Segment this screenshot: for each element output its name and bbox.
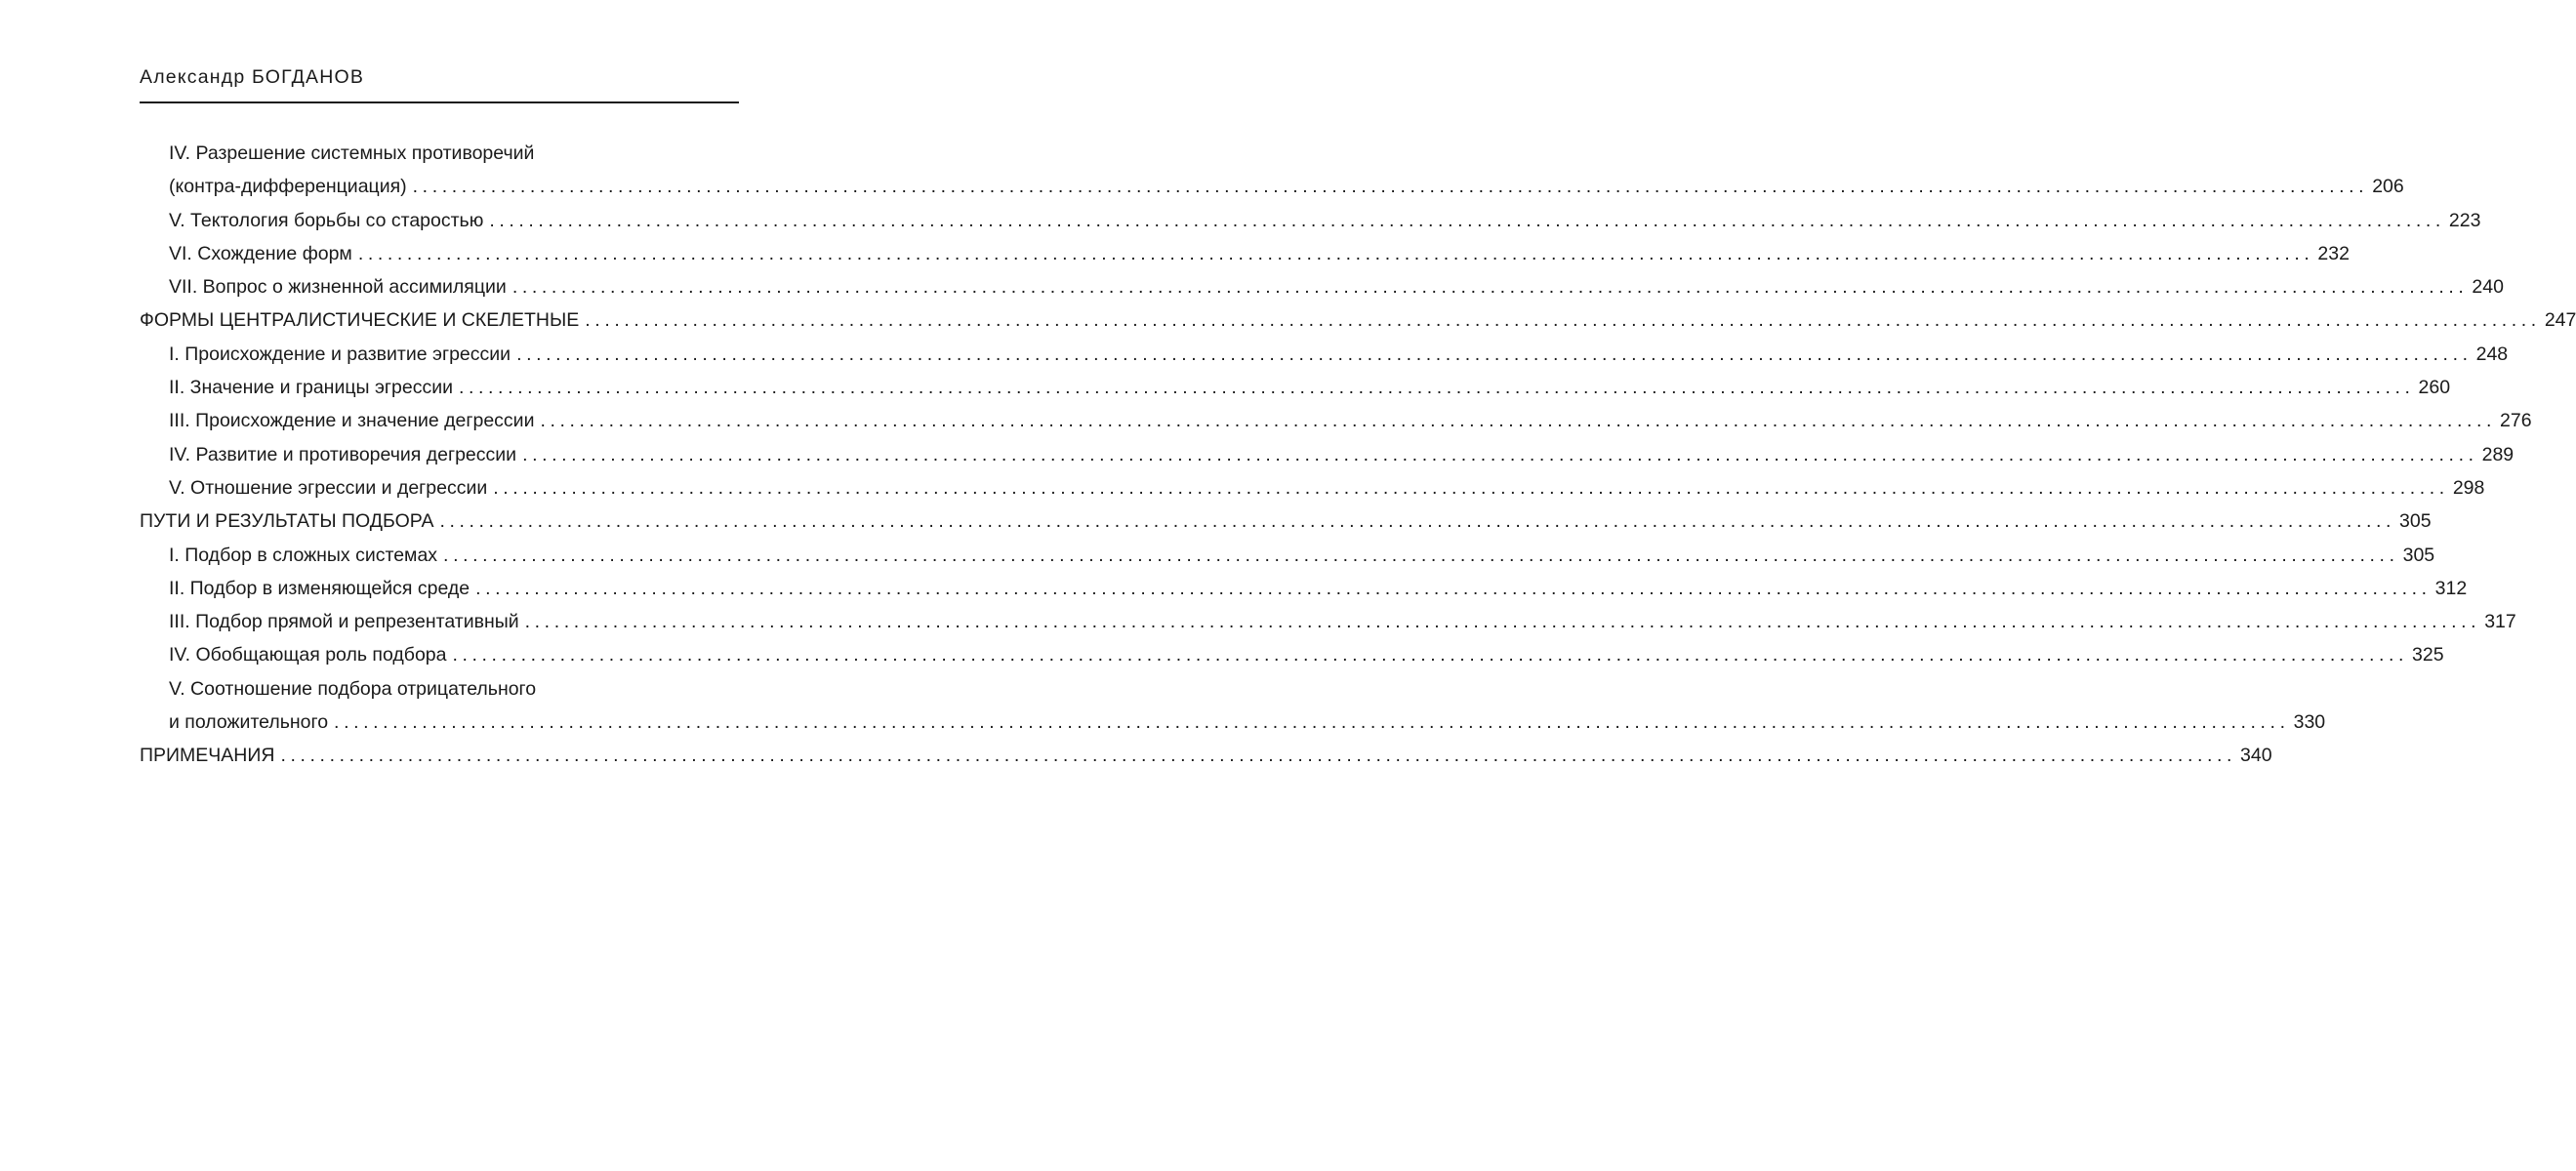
dot-leader: ........................................................................................................................................................................................................: [357, 242, 2314, 264]
dot-leader: ........................................................................................................................................................................................................: [334, 711, 2290, 734]
dot-leader: ........................................................................................................................................................................................................: [493, 476, 2449, 499]
toc-page-number: 232: [2317, 242, 2350, 264]
dot-leader: ........................................................................................................................................................................................................: [540, 410, 2497, 432]
dot-leader: ........................................................................................................................................................................................................: [452, 644, 2409, 666]
dot-leader: ........................................................................................................................................................................................................: [475, 577, 2432, 599]
toc-section-entry: [140, 505, 2432, 538]
toc-page-number: 248: [2475, 343, 2509, 365]
toc-page-number: 317: [2484, 611, 2516, 633]
dot-leader: ........................................................................................................................................................................................................: [516, 343, 2473, 365]
toc-entry: [140, 539, 2435, 572]
dot-leader: ........................................................................................................................................................................................................: [458, 377, 2415, 399]
dot-leader: ........................................................................................................................................................................................................: [489, 209, 2445, 231]
toc-entry-title: IV. Развитие и противоречия дегрессии: [169, 443, 517, 465]
toc-entry-title: V. Отношение эгрессии и дегрессии: [169, 476, 488, 499]
toc-page-number: 330: [2293, 711, 2326, 734]
toc-page-number: 240: [2472, 276, 2504, 299]
toc-entry: [140, 170, 2404, 203]
author-name: Александр БОГДАНОВ: [140, 66, 365, 88]
toc-entry-title: II. Значение и границы эгрессии: [169, 377, 453, 399]
toc-entry-title: ПУТИ И РЕЗУЛЬТАТЫ ПОДБОРА: [140, 510, 434, 533]
toc-entry: [140, 672, 735, 706]
toc-entry-title: VII. Вопрос о жизненной ассимиляции: [169, 276, 507, 299]
dot-leader: ........................................................................................................................................................................................................: [522, 443, 2478, 465]
toc-entry: [140, 270, 2504, 303]
toc-page-number: 305: [2402, 544, 2435, 566]
toc-page-number: 312: [2434, 577, 2468, 599]
toc-entry: [140, 706, 2326, 739]
running-header: [140, 64, 739, 103]
toc-page-number: 298: [2452, 476, 2485, 499]
toc-page-number: 206: [2372, 176, 2404, 198]
toc-section-entry: [140, 303, 2576, 337]
toc-entry: [140, 605, 2516, 638]
toc-entry-title: V. Тектология борьбы со старостью: [169, 209, 484, 231]
toc-page-number: 260: [2418, 377, 2451, 399]
dot-leader: ........................................................................................................................................................................................................: [511, 276, 2469, 299]
toc-page-number: 223: [2448, 209, 2481, 231]
toc-entry-title: (контра-дифференциация): [169, 176, 407, 198]
toc-page-number: 305: [2399, 510, 2432, 533]
toc-entry: [140, 572, 2468, 605]
toc-page-number: 247: [2544, 309, 2576, 332]
toc-entry-title: и положительного: [169, 711, 329, 734]
toc-entry-title: II. Подбор в изменяющейся среде: [169, 577, 470, 599]
toc-entry-title: I. Происхождение и развитие эгрессии: [169, 343, 511, 365]
dot-leader: ........................................................................................................................................................................................................: [439, 510, 2396, 533]
toc-entry: [140, 638, 2444, 671]
toc-page-number: 289: [2481, 443, 2515, 465]
toc-page-number: 340: [2240, 745, 2272, 767]
toc-entry-title: IV. Обобщающая роль подбора: [169, 644, 447, 666]
toc-entry: [140, 204, 2481, 237]
dot-leader: ........................................................................................................................................................................................................: [585, 309, 2541, 332]
toc-entry: [140, 471, 2485, 505]
toc-entry-title: I. Подбор в сложных системах: [169, 544, 438, 566]
toc-entry-title: V. Соотношение подбора отрицательного: [169, 677, 537, 700]
table-of-contents: [140, 137, 2576, 773]
toc-entry: [140, 404, 2532, 437]
toc-section-entry: [140, 739, 2272, 772]
toc-entry: [140, 137, 735, 170]
toc-entry-title: III. Подбор прямой и репрезентативный: [169, 611, 519, 633]
toc-entry-title: IV. Разрешение системных противоречий: [169, 142, 535, 164]
toc-entry-title: VI. Схождение форм: [169, 242, 352, 264]
dot-leader: ........................................................................................................................................................................................................: [412, 176, 2369, 198]
toc-entry: [140, 237, 2350, 270]
toc-entry: [140, 438, 2515, 471]
toc-entry-title: ПРИМЕЧАНИЯ: [140, 745, 275, 767]
dot-leader: ........................................................................................................................................................................................................: [280, 745, 2237, 767]
toc-entry-title: III. Происхождение и значение дегрессии: [169, 410, 535, 432]
dot-leader: ........................................................................................................................................................................................................: [443, 544, 2399, 566]
toc-entry: [140, 371, 2451, 404]
toc-entry-title: ФОРМЫ ЦЕНТРАЛИСТИЧЕСКИЕ И СКЕЛЕТНЫЕ: [140, 309, 580, 332]
toc-entry: [140, 338, 2509, 371]
dot-leader: ........................................................................................................................................................................................................: [524, 611, 2481, 633]
header-rule: [140, 101, 739, 103]
toc-page-number: 325: [2412, 644, 2444, 666]
toc-page-number: 276: [2500, 410, 2532, 432]
